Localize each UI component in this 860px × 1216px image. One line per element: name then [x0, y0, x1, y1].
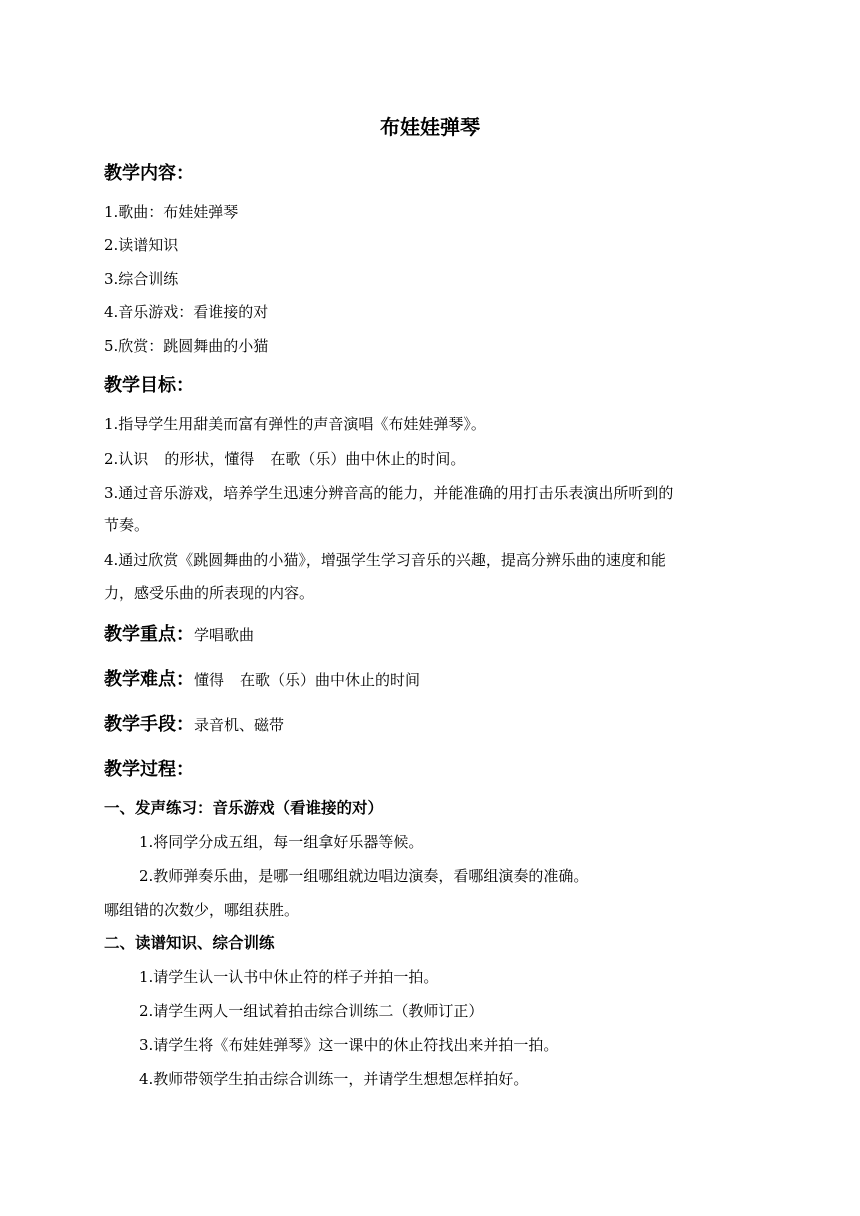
- process-heading: 教学过程：: [104, 759, 194, 780]
- difficulty-value-b: 在歌（乐）曲中休止的时间: [240, 671, 421, 689]
- document-title: 布娃娃弹琴: [380, 115, 480, 139]
- content-item-3: 3.综合训练: [104, 270, 179, 288]
- process-section-1-step-2-cont: 哪组错的次数少，哪组获胜。: [104, 901, 300, 919]
- goal-3-line-1: 3.通过音乐游戏，培养学生迅速分辨音高的能力，并能准确的用打击乐表演出所听到的: [104, 484, 674, 502]
- goal-2-part-a: 2.认识: [104, 450, 149, 468]
- process-section-2-step-2: 2.请学生两人一组试着拍击综合训练二（教师订正）: [139, 1002, 484, 1020]
- means-value: 录音机、磁带: [194, 716, 285, 734]
- difficulty-label: 教学难点：: [104, 669, 194, 690]
- goal-2-part-b: 的形状，懂得: [164, 450, 255, 468]
- process-section-1-step-1: 1.将同学分成五组，每一组拿好乐器等候。: [139, 833, 424, 851]
- process-section-2-step-4: 4.教师带领学生拍击综合训练一，并请学生想想怎样拍好。: [139, 1070, 529, 1088]
- goal-3-line-2: 节奏。: [104, 516, 150, 534]
- process-section-1-step-2: 2.教师弹奏乐曲，是哪一组哪组就边唱边演奏，看哪组演奏的准确。: [139, 867, 589, 885]
- difficulty-value-a: 懂得: [194, 671, 225, 689]
- content-item-2: 2.读谱知识: [104, 236, 179, 254]
- key-point-label: 教学重点：: [104, 624, 194, 645]
- process-section-2-heading: 二、读谱知识、综合训练: [104, 934, 275, 952]
- content-item-4: 4.音乐游戏：看谁接的对: [104, 303, 269, 321]
- goal-4-line-1: 4.通过欣赏《跳圆舞曲的小猫》，增强学生学习音乐的兴趣，提高分辨乐曲的速度和能: [104, 551, 666, 569]
- content-heading: 教学内容：: [104, 163, 194, 184]
- content-item-1: 1.歌曲：布娃娃弹琴: [104, 203, 239, 221]
- goal-1: 1.指导学生用甜美而富有弹性的声音演唱《布娃娃弹琴》。: [104, 415, 486, 433]
- key-point: [104, 622, 254, 648]
- process-section-2-step-3: 3.请学生将《布娃娃弹琴》这一课中的休止符找出来并拍一拍。: [139, 1036, 559, 1054]
- goal-4-line-2: 力，感受乐曲的所表现的内容。: [104, 584, 315, 602]
- means: [104, 712, 284, 738]
- content-item-5: 5.欣赏：跳圆舞曲的小猫: [104, 337, 269, 355]
- process-section-1-heading: 一、发声练习：音乐游戏（看谁接的对）: [104, 799, 384, 817]
- goals-heading: 教学目标：: [104, 375, 194, 396]
- key-point-value: 学唱歌曲: [194, 626, 255, 644]
- process-section-2-step-1: 1.请学生认一认书中休止符的样子并拍一拍。: [139, 968, 439, 986]
- difficulty: [104, 667, 420, 693]
- goal-2: [104, 448, 465, 470]
- means-label: 教学手段：: [104, 714, 194, 735]
- goal-2-part-c: 在歌（乐）曲中休止的时间。: [270, 450, 466, 468]
